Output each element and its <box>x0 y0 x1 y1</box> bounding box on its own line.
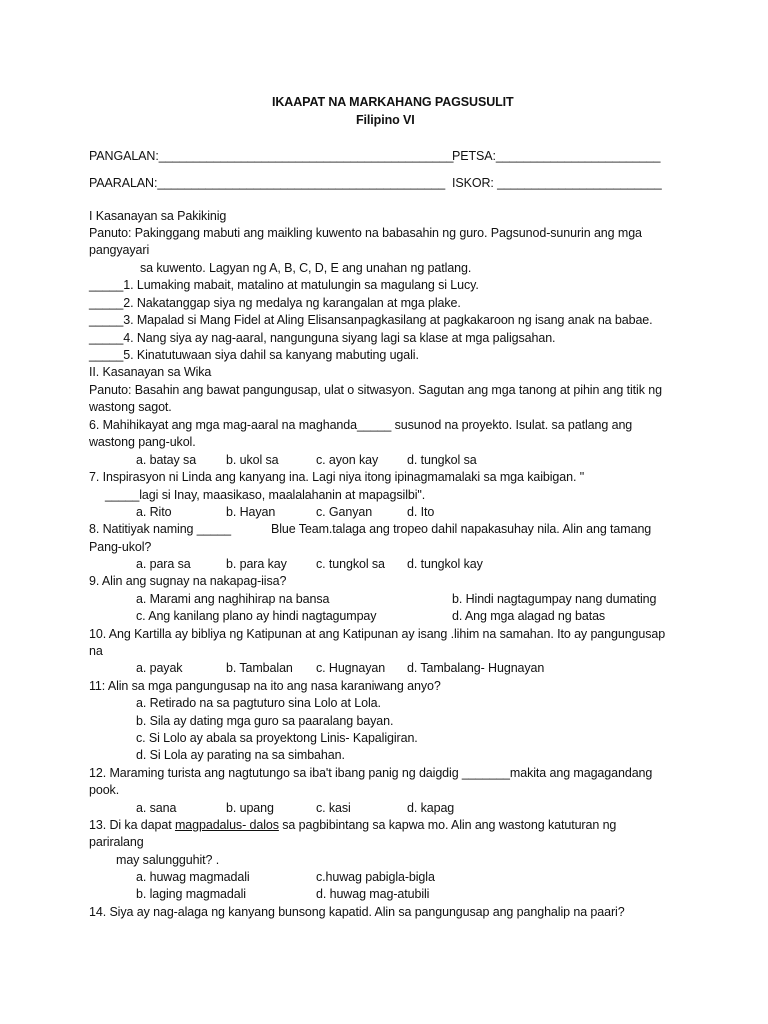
exam-title: IKAAPAT NA MARKAHANG PAGSUSULIT <box>272 95 514 109</box>
choice-d: d. tungkol kay <box>407 557 483 571</box>
choice-d: d. Si Lola ay parating na sa simbahan. <box>136 748 345 762</box>
choice-b: b. Sila ay dating mga guro sa paaralang bayan. <box>136 714 394 728</box>
choice-d: d. Ang mga alagad ng batas <box>452 609 606 623</box>
choice-d: d. huwag mag-atubili <box>316 887 430 901</box>
choice-d: d. tungkol sa <box>407 453 477 467</box>
choice-c: c. Si Lolo ay abala sa proyektong Linis- Kapaligiran. <box>136 731 418 745</box>
choice-b: b. ukol sa <box>226 453 279 467</box>
question-12: 12. Maraming turista ang nagtutungo sa iba't ibang panig ng daigdig _______makita ang magagandang <box>89 766 653 780</box>
question-13-text: sa pagbibintang sa kapwa mo. Alin ang wastong katuturan ng <box>278 818 617 832</box>
choice-c: c. kasi <box>316 801 351 815</box>
question-7: _____lagi si Inay, maasikaso, maalalahanin at mapagsilbi". <box>105 488 426 502</box>
section1-panuto: Panuto: Pakinggang mabuti ang maikling kuwento na babasahin ng guro. Pagsunod-sunurin ang mga <box>89 226 642 240</box>
choice-b: b. Hayan <box>226 505 276 519</box>
sequence-item: _____3. Mapalad si Mang Fidel at Aling Elisansanpagkasilang at pagkakaroon ng isang anak na babae. <box>89 313 653 327</box>
question-9: 9. Alin ang sugnay na nakapag-iisa? <box>89 574 287 588</box>
sequence-item: _____2. Nakatanggap siya ng medalya ng karangalan at mga plake. <box>89 296 461 310</box>
section2-panuto: Panuto: Basahin ang bawat pangungusap, ulat o sitwasyon. Sagutan ang mga tanong at pihin ang titik ng <box>89 383 662 397</box>
section1-panuto: pangyayari <box>89 243 150 257</box>
question-14: 14. Siya ay nag-alaga ng kanyang bunsong kapatid. Alin sa pangungusap ang panghalip na paari? <box>89 905 625 919</box>
pangalan-field: PANGALAN:___________________________________________ <box>89 149 454 163</box>
choice-a: a. huwag magmadali <box>136 870 250 884</box>
question-13: may salungguhit? . <box>116 853 220 867</box>
choice-a: a. Retirado na sa pagtuturo sina Lolo at Lola. <box>136 696 381 710</box>
choice-a: a. Marami ang naghihirap na bansa <box>136 592 330 606</box>
choice-c: c. Ang kanilang plano ay hindi nagtagumpay <box>136 609 377 623</box>
choice-d: d. Ito <box>407 505 435 519</box>
question-8: Pang-ukol? <box>89 540 152 554</box>
question-6: wastong pang-ukol. <box>89 435 196 449</box>
sequence-item: _____1. Lumaking mabait, matalino at matulungin sa magulang si Lucy. <box>89 278 479 292</box>
petsa-field: PETSA:________________________ <box>452 149 661 163</box>
choice-c: c.huwag pabigla-bigla <box>316 870 435 884</box>
question-6: 6. Mahihikayat ang mga mag-aaral na maghanda_____ susunod na proyekto. Isulat. sa patlang ang <box>89 418 633 432</box>
choice-c: c. ayon kay <box>316 453 379 467</box>
choice-c: c. tungkol sa <box>316 557 385 571</box>
exam-subtitle: Filipino VI <box>356 113 415 127</box>
choice-d: d. Tambalang- Hugnayan <box>407 661 545 675</box>
choice-a: a. payak <box>136 661 183 675</box>
question-13-text: 13. Di ka dapat <box>89 818 175 832</box>
choice-b: b. Tambalan <box>226 661 293 675</box>
section2-heading: II. Kasanayan sa Wika <box>89 365 212 379</box>
choice-b: b. para kay <box>226 557 287 571</box>
underlined-phrase: magpadalus- dalos <box>174 818 279 832</box>
sequence-item: _____4. Nang siya ay nag-aaral, nangunguna siyang lagi sa klase at mga paligsahan. <box>89 331 556 345</box>
question-13 <box>89 817 616 833</box>
choice-a: a. sana <box>136 801 177 815</box>
choice-c: c. Ganyan <box>316 505 373 519</box>
paaralan-field: PAARALAN:__________________________________________ <box>89 176 446 190</box>
choice-b: b. laging magmadali <box>136 887 246 901</box>
choice-a: a. batay sa <box>136 453 197 467</box>
choice-d: d. kapag <box>407 801 455 815</box>
choice-b: b. Hindi nagtagumpay nang dumating <box>452 592 657 606</box>
question-13: pariralang <box>89 835 144 849</box>
choice-b: b. upang <box>226 801 274 815</box>
choice-c: c. Hugnayan <box>316 661 386 675</box>
question-10: 10. Ang Kartilla ay bibliya ng Katipunan at ang Katipunan ay isang .lihim na samahan. Ito ay pangungusap <box>89 627 666 641</box>
section1-panuto: sa kuwento. Lagyan ng A, B, C, D, E ang unahan ng patlang. <box>140 261 472 275</box>
section2-panuto: wastong sagot. <box>89 400 172 414</box>
choice-a: a. Rito <box>136 505 172 519</box>
question-7: 7. Inspirasyon ni Linda ang kanyang ina. Lagi niya itong ipinagmamalaki sa mga kaibigan. " <box>89 470 585 484</box>
question-8: 8. Natitiyak naming _____ <box>89 522 232 536</box>
question-12: pook. <box>89 783 120 797</box>
sequence-item: _____5. Kinatutuwaan siya dahil sa kanyang mabuting ugali. <box>89 348 419 362</box>
question-8: Blue Team.talaga ang tropeo dahil napakasuhay nila. Alin ang tamang <box>271 522 652 536</box>
section1-heading: I Kasanayan sa Pakikinig <box>89 209 227 223</box>
iskor-field: ISKOR: ________________________ <box>452 176 662 190</box>
choice-a: a. para sa <box>136 557 191 571</box>
question-11: 11: Alin sa mga pangungusap na ito ang nasa karaniwang anyo? <box>89 679 441 693</box>
question-10: na <box>89 644 103 658</box>
